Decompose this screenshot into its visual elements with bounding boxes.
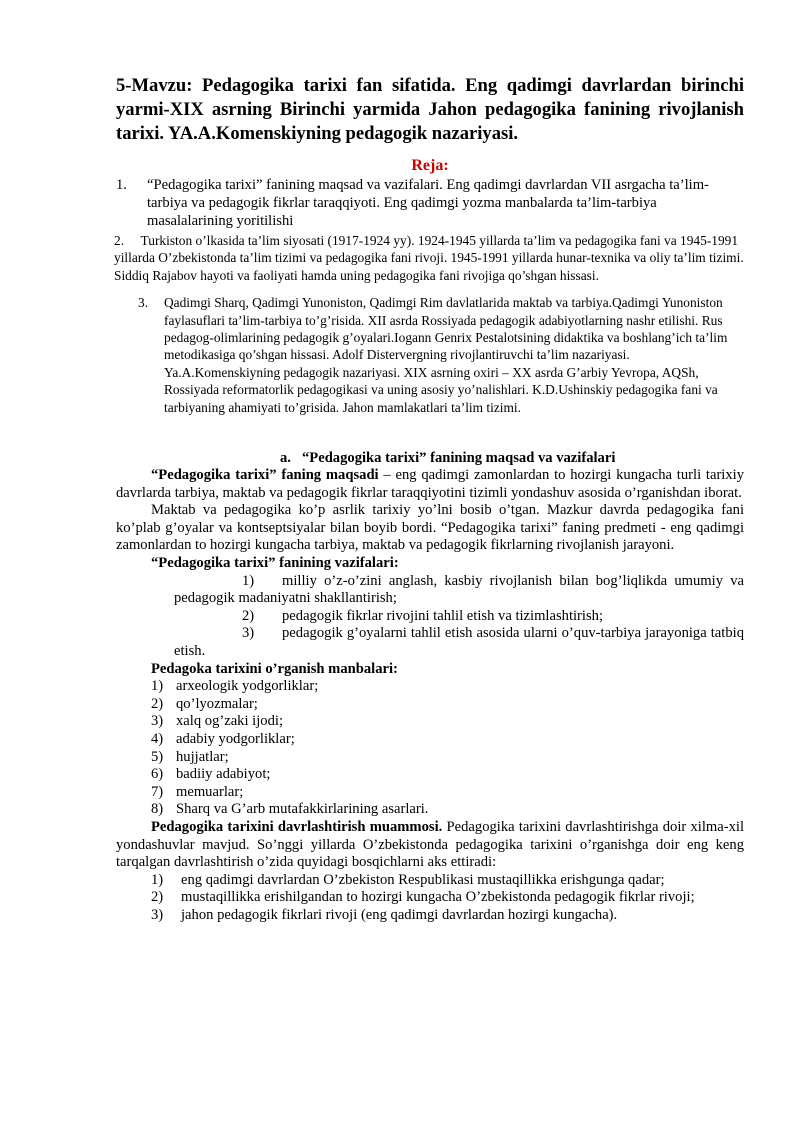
plan-item-number: 3.	[138, 295, 149, 311]
section-number: a.	[280, 450, 291, 467]
periodization-paragraph	[116, 819, 744, 872]
plan-item-text: “Pedagogika tarixi” fanining maqsad va vazifalari. Eng qadimgi davrlardan VII asrgacha ta’lim-tarbiya va pedagogik fikrlar taraqqiyoti. Eng qadimgi yozma manbalarda ta’lim-tarbiya masalalarining yoritilishi	[147, 177, 709, 229]
goal-paragraph	[116, 467, 744, 502]
document-title: 5-Mavzu: Pedagogika tarixi fan sifatida. Eng qadimgi davrlardan birinchi yarmi-XIX asrning Birinchi yarmida Jahon pedagogika fanining rivojlanish tarixi. YA.A.Komenskiyning pedagogik nazariyasi.	[116, 75, 744, 144]
source-number: 6)	[151, 766, 164, 783]
source-text: adabiy yodgorliklar;	[176, 730, 295, 747]
source-item	[116, 801, 744, 819]
stage-number: 1)	[151, 871, 164, 888]
plan-item-2	[114, 232, 744, 284]
plan-item-1	[116, 176, 744, 230]
tasks-heading: “Pedagogika tarixi” fanining vazifalari:	[151, 555, 399, 572]
section-title: “Pedagogika tarixi” fanining maqsad va vazifalari	[302, 450, 616, 467]
source-number: 2)	[151, 695, 164, 712]
source-number: 4)	[151, 730, 164, 747]
subject-paragraph: Maktab va pedagogika ko’p asrlik tarixiy yo’lni bosib o’tgan. Mazkur davrda pedagogika fani ko’plab g’oyalar va kontseptsiyalar bilan boyib bordi. “Pedagogika tarixi” faning predmeti - eng qadimgi zamonlardan to hozirgi kungacha tarbiya, maktab va pedagogik fikrlarning rivojlanish jarayoni.	[116, 502, 744, 554]
stage-number: 2)	[151, 889, 164, 906]
source-item	[116, 784, 744, 802]
stage-item	[116, 907, 744, 925]
stage-text: jahon pedagogik fikrlari rivoji (eng qadimgi davrlardan hozirgi kungacha).	[181, 906, 618, 923]
source-number: 7)	[151, 783, 164, 800]
stage-text: eng qadimgi davrlardan O’zbekiston Respublikasi mustaqillikka erishgunga qadar;	[181, 871, 665, 888]
source-text: xalq og’zaki ijodi;	[176, 713, 283, 730]
task-number: 1)	[242, 572, 255, 589]
task-text: pedagogik fikrlar rivojini tahlil etish va tizimlashtirish;	[282, 607, 603, 624]
stage-text: mustaqillikka erishilgandan to hozirgi kungacha O’zbekistonda pedagogik fikrlar rivoji;	[181, 889, 695, 906]
source-item	[116, 731, 744, 749]
section-heading	[116, 449, 744, 467]
source-text: badiiy adabiyot;	[176, 766, 271, 783]
task-item	[116, 573, 744, 608]
section-body	[116, 467, 744, 924]
goal-text: – eng qadimgi zamonlardan to hozirgi kungacha turli tarixiy davrlarda tarbiya, maktab va pedagogik fikrlar taraqqiyotini tizimli yondashuv asosida o’rganishdan iborat.	[116, 467, 745, 501]
periodization-text: Pedagogika tarixini davrlashtirishga doir xilma-xil yondashuvlar mavjud. So’nggi yillarda O’zbekistonda pedagogika tarixini o’rganishga doir eng keng tarqalgan davrlashtirish o’zida quyidagi bosqichlarni aks ettiradi:	[116, 818, 745, 871]
stage-number: 3)	[151, 906, 164, 923]
source-number: 1)	[151, 678, 164, 695]
source-text: memuarlar;	[176, 783, 244, 800]
task-item	[116, 608, 744, 626]
task-text: milliy o’z-o’zini anglash, kasbiy rivojlanish bilan bog’liqlikda umumiy va pedagogik madaniyatni shakllantirish;	[174, 572, 744, 607]
source-text: hujjatlar;	[176, 748, 229, 765]
task-number: 2)	[242, 607, 255, 624]
plan-item-text: Turkiston o’lkasida ta’lim siyosati (1917-1924 yy). 1924-1945 yillarda ta’lim va pedagogika fani va 1945-1991 yillarda O’zbekistonda ta’lim tizimi va pedagogika fani rivoji. 1945-1991 yillarda hunar-texnika va oliy ta’lim tizimi. Siddiq Rajabov hayoti va faoliyati hamda uning pedagogika fani rivojiga qo’shgan hissasi.	[114, 233, 744, 283]
source-number: 5)	[151, 748, 164, 765]
source-item	[116, 749, 744, 767]
task-item	[116, 625, 744, 660]
stage-item	[116, 889, 744, 907]
sources-heading: Pedagoka tarixini o’rganish manbalari:	[151, 660, 398, 677]
plan-item-text: Qadimgi Sharq, Qadimgi Yunoniston, Qadimgi Rim davlatlarida maktab va tarbiya.Qadimgi Yunoniston faylasuflari ta’lim-tarbiya to’g’risida. XII asrda Rossiyada pedagogik adabiyotlarning nashr etilishi. Rus pedagog-olimlarining pedagogik g’oyalari.Iogann Genrix Pestalotsining didaktika va boshlang’ich ta’lim metodikasiga qo’shgan hissasi. Adolf Distervergning rivojlantiruvchi ta’lim nazariyasi. Ya.A.Komenskiyning pedagogik nazariyasi. XIX asrning oxiri – XX asrda G’arbiy Yevropa, AQSh, Rossiyada reformatorlik pedagogikasi va uning asosiy yo’nalishlari. K.D.Ushinskiy pedagogika fani va tarbiyaning ahamiyati to’grisida. Jahon mamlakatlari ta’lim tizimi.	[164, 295, 728, 415]
stage-item	[116, 872, 744, 890]
source-number: 3)	[151, 713, 164, 730]
source-text: Sharq va G’arb mutafakkirlarining asarlari.	[176, 801, 429, 818]
source-item	[116, 713, 744, 731]
task-number: 3)	[242, 625, 255, 642]
plan-item-3	[116, 294, 744, 416]
source-item	[116, 766, 744, 784]
task-text: pedagogik g’oyalarni tahlil etish asosida ularni o’quv-tarbiya jarayoniga tatbiq etish.	[174, 625, 744, 659]
goal-label: “Pedagogika tarixi” faning maqsadi	[151, 467, 379, 484]
source-text: qo’lyozmalar;	[176, 695, 258, 712]
source-text: arxeologik yodgorliklar;	[176, 678, 319, 695]
source-item	[116, 678, 744, 696]
plan-heading: Reja:	[411, 157, 449, 174]
source-item	[116, 696, 744, 714]
source-number: 8)	[151, 801, 164, 818]
plan-item-number: 1.	[116, 177, 127, 193]
periodization-label: Pedagogika tarixini davrlashtirish muammosi.	[151, 818, 443, 835]
plan-item-number: 2.	[114, 233, 125, 248]
